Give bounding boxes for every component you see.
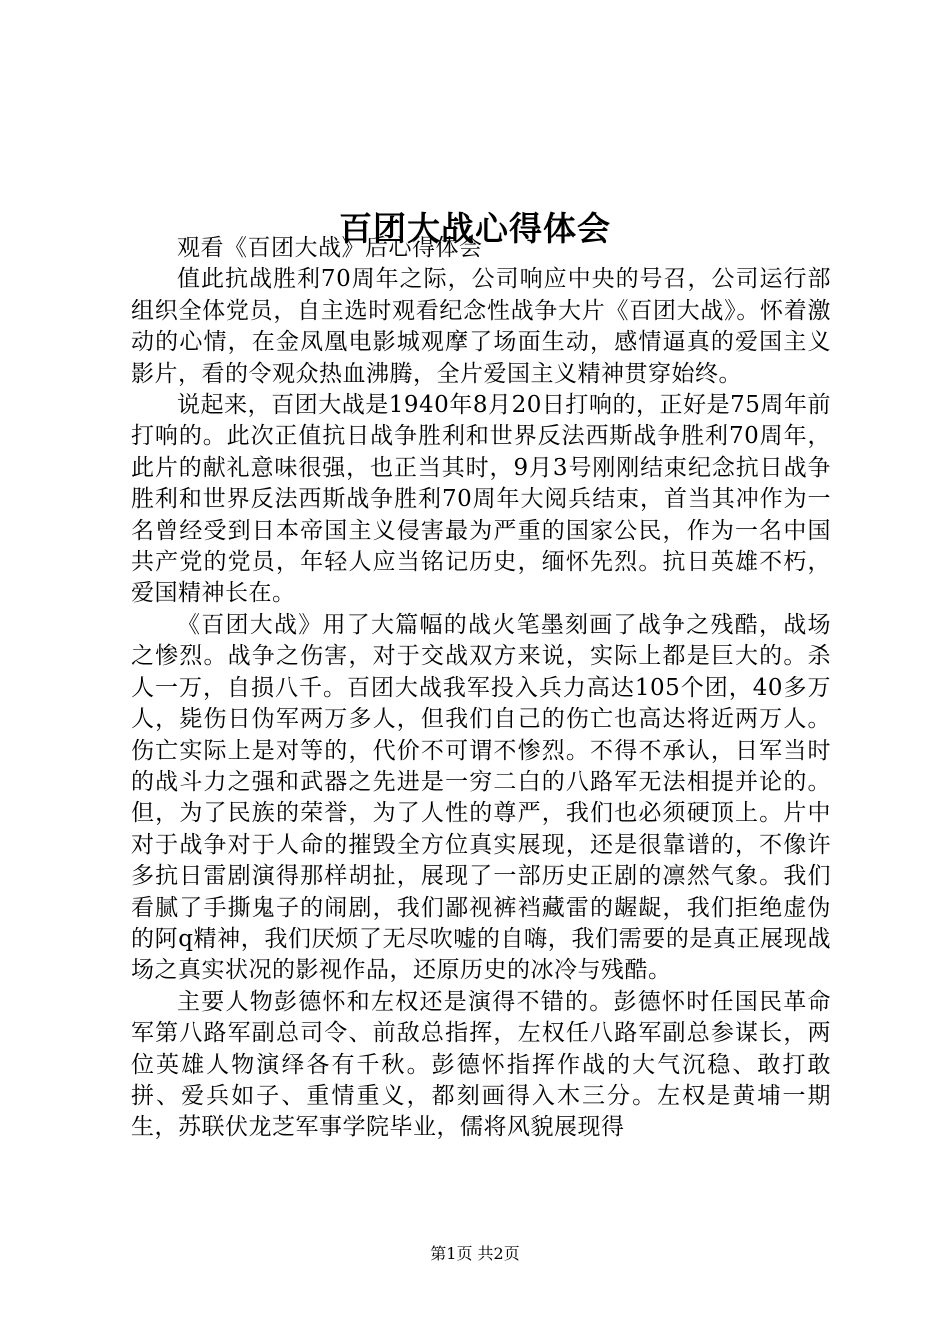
paragraph-history: 说起来，百团大战是1940年8月20日打响的，正好是75周年前打响的。此次正值抗日战争胜利和世界反法西斯战争胜利70周年，此片的献礼意味很强，也正当其时，9月3号刚刚结束纪念抗日战争胜利和世界反法西斯战争胜利70周年大阅兵结束，首当其冲作为一名曾经受到日本帝国主义侵害最为严重的国家公民，作为一名中国共产党的党员，年轻人应当铭记历史，缅怀先烈。抗日英雄不朽，爱国精神长在。 [131,392,831,607]
paragraph-subtitle: 观看《百团大战》后心得体会 [177,235,483,261]
document-body [131,233,831,1144]
paragraph-intro: 值此抗战胜利70周年之际，公司响应中央的号召，公司运行部组织全体党员，自主选时观看纪念性战争大片《百团大战》。怀着激动的心情，在金凤凰电影城观摩了场面生动，感情逼真的爱国主义影片，看的令观众热血沸腾，全片爱国主义精神贯穿始终。 [131,266,831,387]
paragraph-characters: 主要人物彭德怀和左权还是演得不错的。彭德怀时任国民革命军第八路军副总司令、前敌总指挥，左权任八路军副总参谋长，两位英雄人物演绎各有千秋。彭德怀指挥作战的大气沉稳、敢打敢拼、爱兵如子、重情重义，都刻画得入木三分。左权是黄埔一期生，苏联伏龙芝军事学院毕业，儒将风貌展现得 [131,988,831,1141]
page-footer: 第1页 共2页 [430,1244,520,1263]
document-title: 百团大战心得体会 [339,209,611,249]
paragraph-war-depiction: 《百团大战》用了大篇幅的战火笔墨刻画了战争之残酷，战场之惨烈。战争之伤害，对于交战双方来说，实际上都是巨大的。杀人一万，自损八千。百团大战我军投入兵力高达105个团，40多万人，毙伤日伪军两万多人，但我们自己的伤亡也高达将近两万人。伤亡实际上是对等的，代价不可谓不惨烈。不得不承认，日军当时的战斗力之强和武器之先进是一穷二白的八路军无法相提并论的。但，为了民族的荣誉，为了人性的尊严，我们也必须硬顶上。片中对于战争对于人命的摧毁全方位真实展现，还是很靠谱的，不像许多抗日雷剧演得那样胡扯，展现了一部历史正剧的凛然气象。我们看腻了手撕鬼子的闹剧，我们鄙视裤裆藏雷的龌龊，我们拒绝虚伪的阿q精神，我们厌烦了无尽吹嘘的自嗨，我们需要的是真正展现战场之真实状况的影视作品，还原历史的冰冷与残酷。 [131,611,831,984]
